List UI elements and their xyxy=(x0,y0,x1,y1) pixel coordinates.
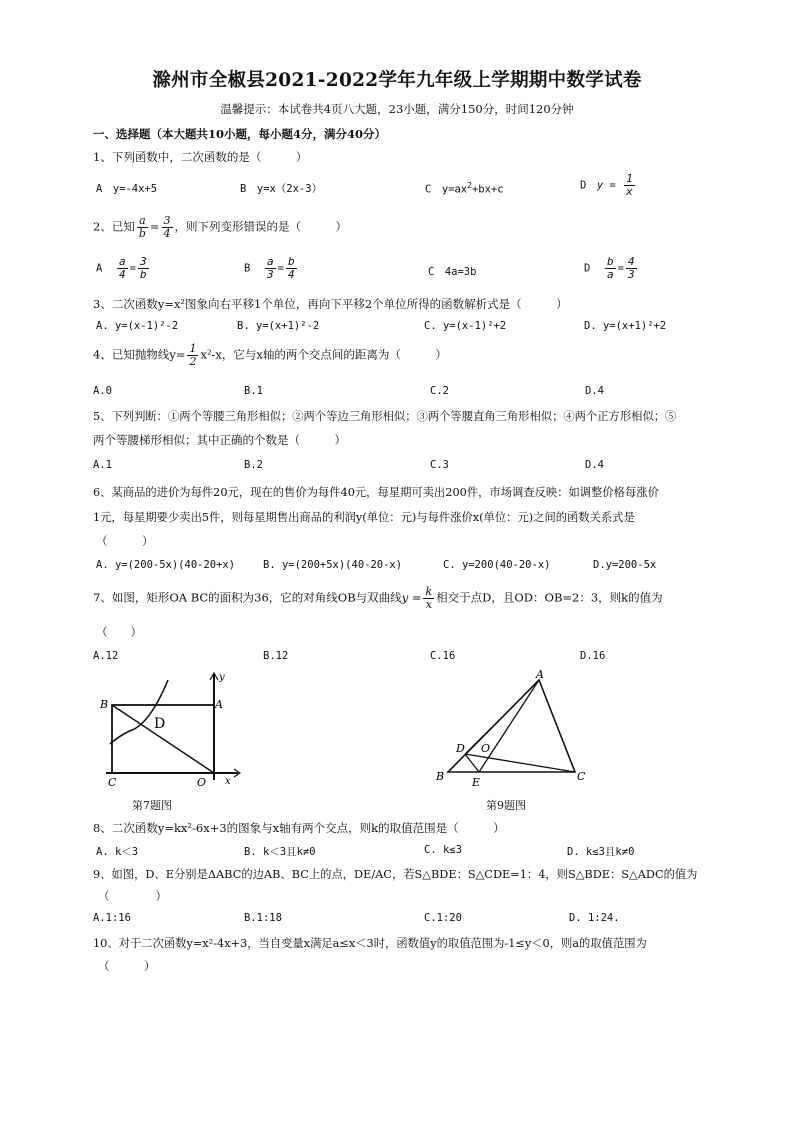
q8-option-b: B. k＜3且k≠0 xyxy=(244,846,316,858)
question-6-line-3: （ ） xyxy=(96,534,154,548)
fig9-label-e: E xyxy=(472,776,481,788)
q3-option-c: C. y=(x-1)²+2 xyxy=(424,320,507,332)
figure-7-diagram xyxy=(98,668,248,788)
question-5-line-1: 5、下列判断：①两个等腰三角形相似；②两个等边三角形相似；③两个等腰直角三角形相似；④两个正方形相似；⑤ xyxy=(93,410,677,423)
question-3-stem: 3、二次函数y=x²图象向右平移1个单位，再向下平移2个单位所得的函数解析式是（ ） xyxy=(93,297,568,311)
q1-option-a: A y=-4x+5 xyxy=(96,183,158,195)
q3-option-b: B. y=(x+1)²-2 xyxy=(237,320,320,332)
figure-7-caption: 第7题图 xyxy=(132,799,172,812)
fig7-label-d: D xyxy=(154,716,166,732)
q7-option-d: D.16 xyxy=(580,650,606,662)
q7-option-c: C.16 xyxy=(430,650,456,662)
question-5-line-2: 两个等腰梯形相似；其中正确的个数是（ ） xyxy=(93,433,346,447)
q4-option-b: B.1 xyxy=(244,385,263,397)
q9-option-c: C.1:20 xyxy=(424,912,462,924)
q4-option-d: D.4 xyxy=(585,385,604,397)
segment-de xyxy=(465,754,479,772)
question-9-line-2: （ ） xyxy=(98,889,167,903)
page-title: 滁州市全椒县2021-2022学年九年级上学期期中数学试卷 xyxy=(152,70,642,91)
question-1-stem: 1、下列函数中，二次函数的是（ ） xyxy=(93,150,308,164)
q3-option-d: D. y=(x+1)²+2 xyxy=(584,320,667,332)
q5-option-b: B.2 xyxy=(244,459,263,471)
q6-option-c: C. y=200(40-20-x) xyxy=(443,559,551,571)
q9-option-d: D. 1:24. xyxy=(569,912,620,924)
q5-option-d: D.4 xyxy=(585,459,604,471)
triangle-abc xyxy=(448,680,575,772)
fig9-label-a: A xyxy=(536,668,544,681)
q9-option-b: B.1:18 xyxy=(244,912,282,924)
q5-option-a: A.1 xyxy=(93,459,112,471)
question-6-line-1: 6、某商品的进价为每件20元，现在的售价为每件40元，每星期可卖出200件，市场调查反映：如调整价格每涨价 xyxy=(93,486,659,499)
fig9-label-b: B xyxy=(436,770,445,783)
q7-option-a: A.12 xyxy=(93,650,119,662)
segment-ad xyxy=(465,680,539,754)
q6-option-b: B. y=(200+5x)(40-20-x) xyxy=(263,559,403,571)
q3-option-a: A. y=(x-1)²-2 xyxy=(96,320,179,332)
q6-option-d: D.y=200-5x xyxy=(593,559,657,571)
q2-option-a: A $\frac{a}{4}$ = $\frac{3}{b}$ xyxy=(96,255,147,281)
figure-9-caption: 第9题图 xyxy=(486,799,526,812)
fig7-label-b: B xyxy=(100,698,109,711)
hyperbola-curve xyxy=(110,680,168,744)
q1-option-d: D y = $\frac{1}{x}$ xyxy=(580,172,633,198)
question-10-stem: 10、对于二次函数y=x²-4x+3，当自变量x满足a≤x＜3时，函数值y的取值范围为-1≤y＜0，则a的取值范围为 xyxy=(93,937,647,950)
exam-tip: 温馨提示：本试卷共4页八大题，23小题，满分150分，时间120分钟 xyxy=(220,102,574,116)
q2-option-b: B $\frac{a}{3}$ = $\frac{b}{4}$ xyxy=(244,255,295,281)
fig7-label-y: y xyxy=(219,672,225,683)
fig7-label-a: A xyxy=(215,698,223,711)
fig7-label-c: C xyxy=(108,776,117,788)
fig9-label-c: C xyxy=(577,770,586,783)
figure-9-diagram xyxy=(432,668,592,788)
q1-option-b: B y=x（2x-3） xyxy=(240,183,323,195)
fig7-label-x: x xyxy=(225,776,231,787)
question-6-line-2: 1元，每星期要少卖出5件，则每星期售出商品的利润y(单位：元)与每件涨价x(单位：元)之间的函数关系式是 xyxy=(93,511,635,524)
question-4-stem: 4、已知抛物线y= $\frac{1}{2}$ x²-x，它与x轴的两个交点间的距离为（ ） xyxy=(93,342,447,368)
question-10-line-2: （ ） xyxy=(98,959,156,973)
q6-option-a: A. y=(200-5x)(40-20+x) xyxy=(96,559,236,571)
q9-option-a: A.1:16 xyxy=(93,912,131,924)
q2-option-d: D $\frac{b}{a}$ = $\frac{4}{3}$ xyxy=(584,255,635,281)
question-7-stem: 7、如图，矩形OA BC的面积为36，它的对角线OB与双曲线y = $\frac{k}{x}$ 相交于点D，且OD：OB=2：3，则k的值为 xyxy=(93,585,663,611)
question-7-line-2: （ ） xyxy=(96,625,142,639)
fig7-label-o: O xyxy=(197,776,207,788)
question-8-stem: 8、二次函数y=kx²-6x+3的图象与x轴有两个交点，则k的取值范围是（ ） xyxy=(93,821,505,835)
section-heading: 一、选择题（本大题共10小题，每小题4分，满分40分） xyxy=(93,127,387,141)
q4-option-c: C.2 xyxy=(430,385,449,397)
q8-option-a: A. k＜3 xyxy=(96,846,139,858)
question-9-stem: 9、如图，D、E分别是ΔABC的边AB、BC上的点，DE/AC，若S△BDE：S△CDE=1：4，则S△BDE：S△ADC的值为 xyxy=(93,868,698,881)
q4-option-a: A.0 xyxy=(93,385,112,397)
fig9-label-d: D xyxy=(456,742,465,755)
q7-option-b: B.12 xyxy=(263,650,289,662)
question-2-stem: 2、已知 $\frac{a}{b}$ = $\frac{3}{4}$ ，则下列变形错误的是（ ） xyxy=(93,214,348,240)
q5-option-c: C.3 xyxy=(430,459,449,471)
q8-option-c: C. k≤3 xyxy=(424,844,462,856)
q2-option-c: C 4a=3b xyxy=(428,266,477,278)
q8-option-d: D. k≤3且k≠0 xyxy=(567,846,635,858)
fig9-label-o: O xyxy=(481,742,491,755)
q1-option-c: C $y=ax^2+bx+c$ xyxy=(425,181,504,196)
